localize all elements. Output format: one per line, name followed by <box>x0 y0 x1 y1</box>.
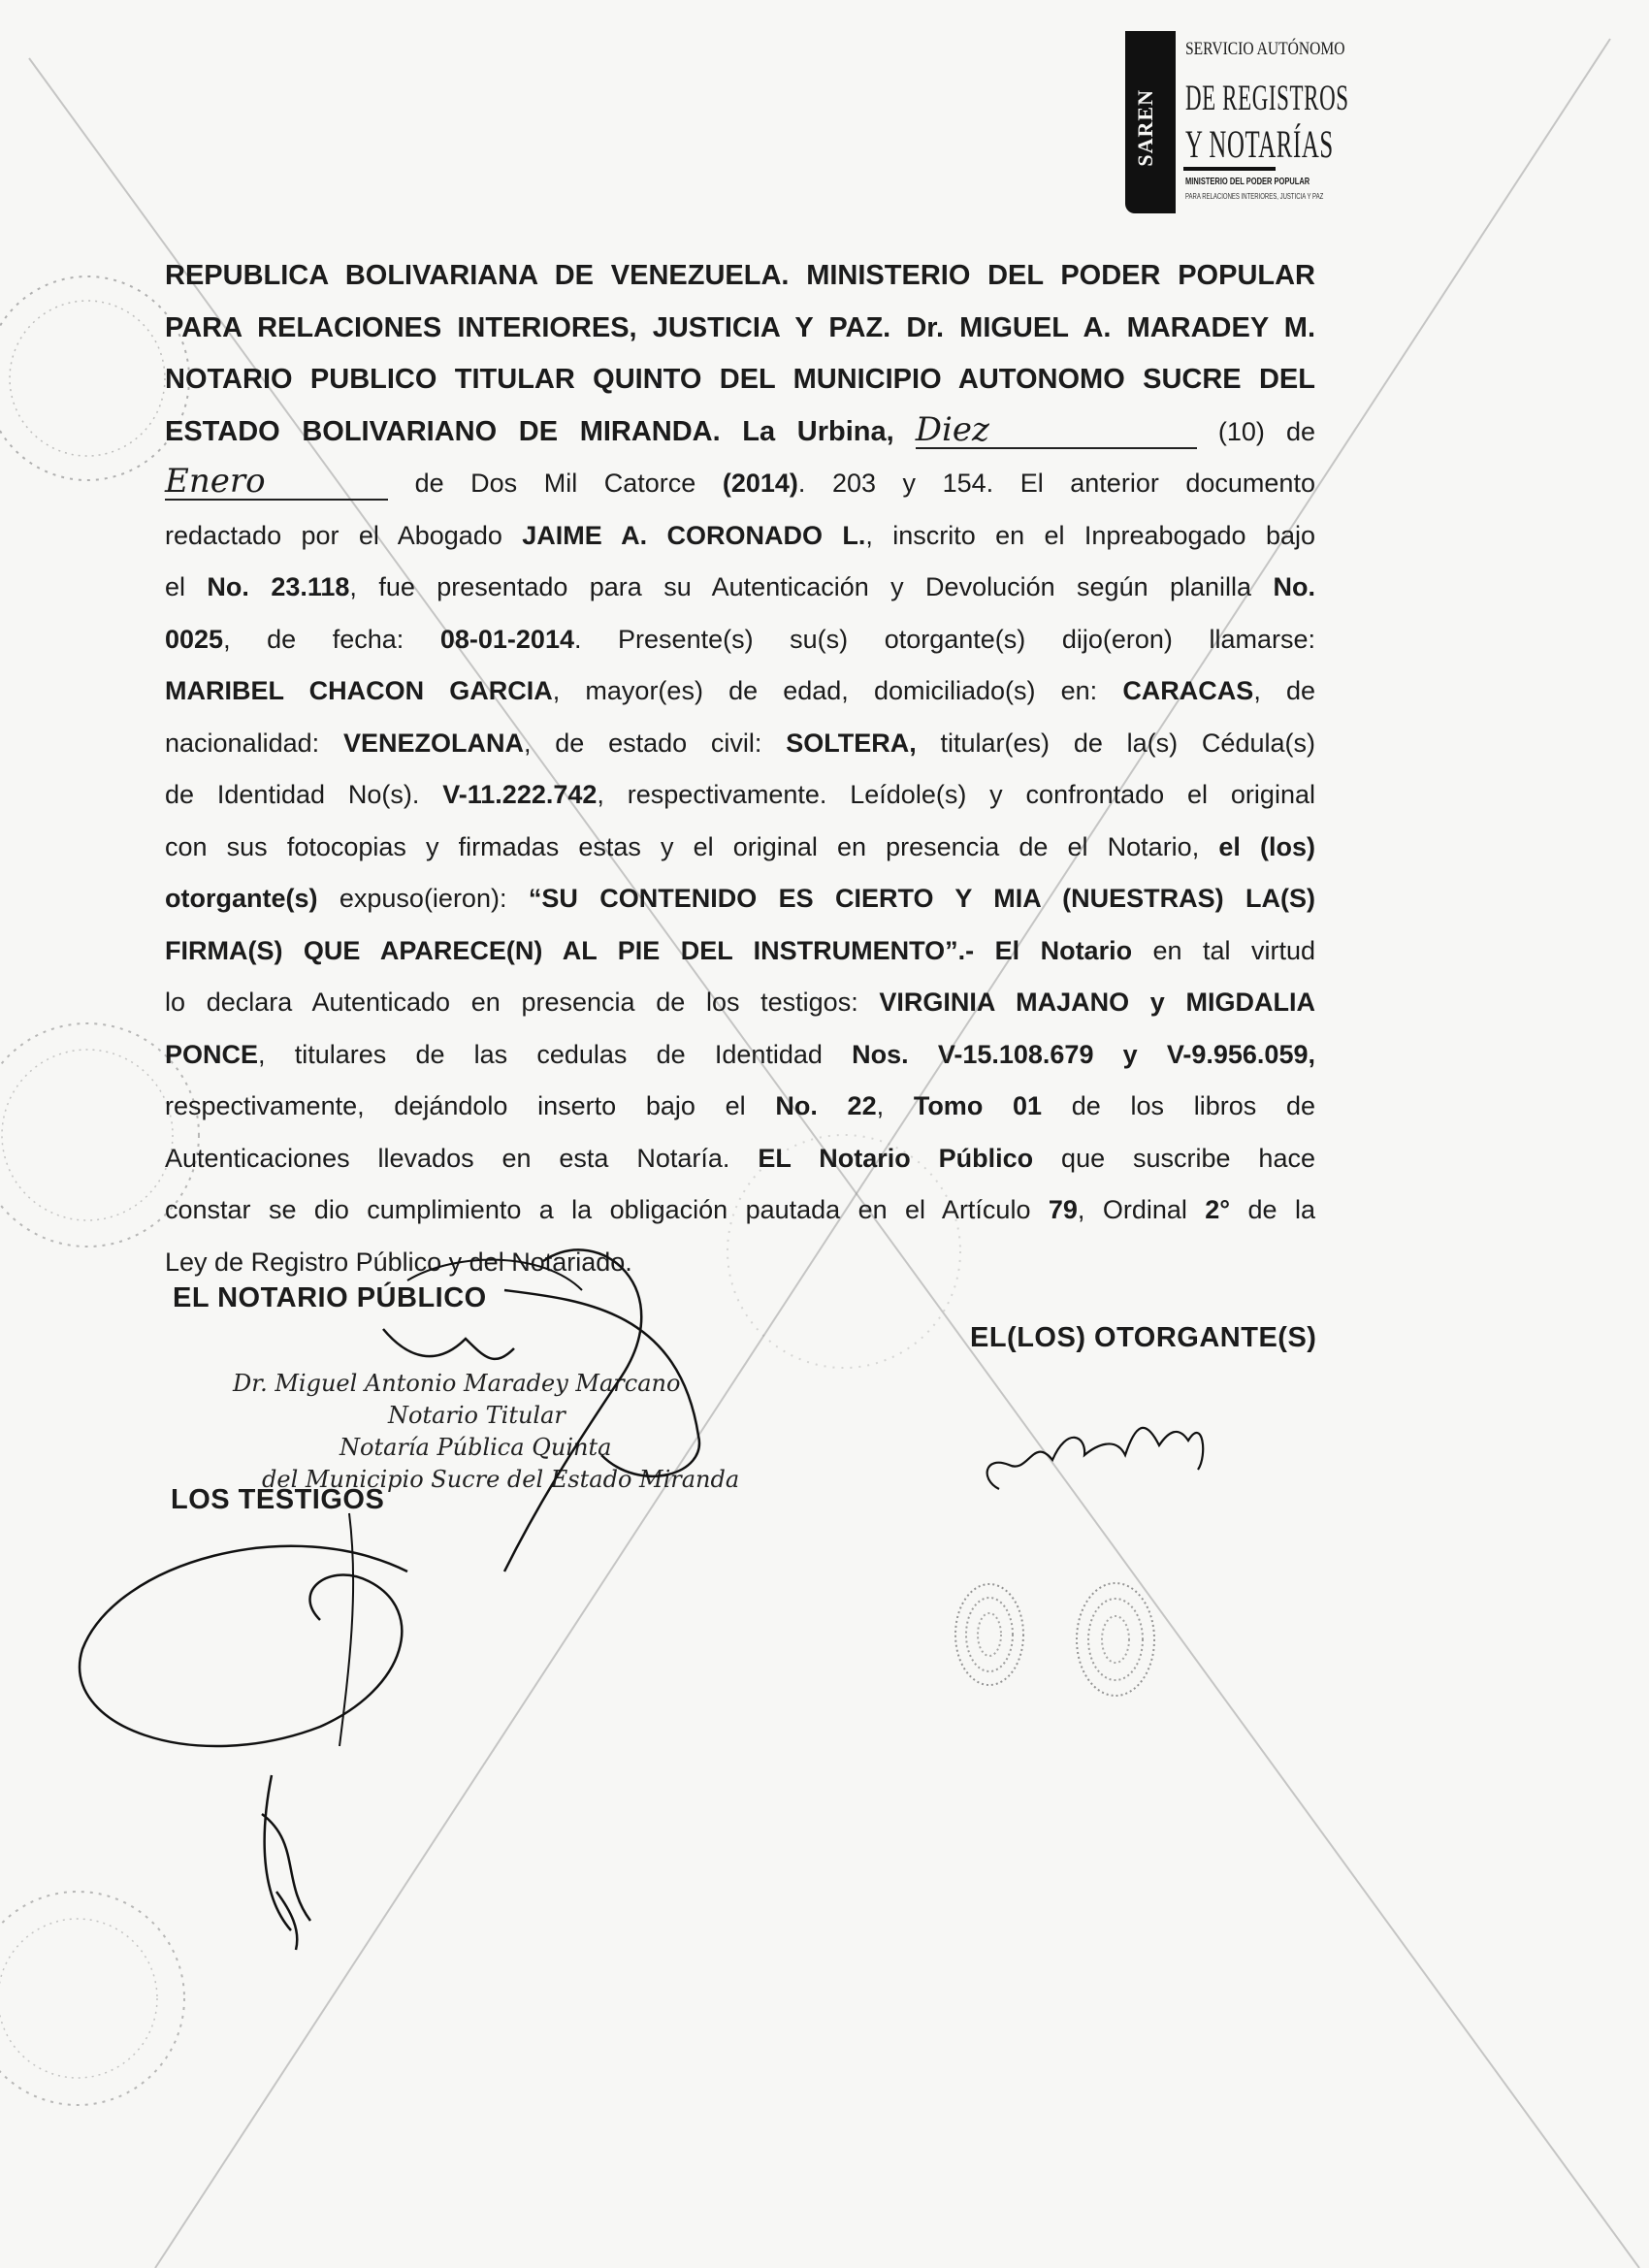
year-number: (2014) <box>722 469 798 498</box>
text-line-7c: , fue presentado para su Autenticación y Devolución según planilla <box>349 572 1252 601</box>
text-line-14 <box>165 925 1315 978</box>
text-line-13a: otorgante(s) <box>165 884 318 913</box>
text-line-11a: de Identidad No(s). <box>165 780 420 809</box>
logo-divider <box>1183 167 1276 171</box>
civil-status: SOLTERA, <box>786 728 917 758</box>
text-line-5 <box>165 458 1315 510</box>
text-line-15a: lo declara Autenticado en presencia de los testigos: <box>165 988 858 1017</box>
stamp-line-4: del Municipio Sucre del Estado Miranda <box>262 1466 740 1493</box>
saren-logo <box>1125 31 1349 225</box>
text-line-8d: . Presente(s) su(s) otorgante(s) dijo(eron) llamarse: <box>573 624 1315 654</box>
text-line-17 <box>165 1081 1315 1133</box>
text-line-6c: , inscrito en el Inpreabogado bajo <box>865 520 1315 550</box>
text-line-9d: , de <box>1253 676 1315 705</box>
witnesses-signature-label: LOS TESTIGOS <box>171 1484 385 1515</box>
ordinal-number: 2° <box>1205 1195 1231 1224</box>
text-line-11 <box>165 769 1315 822</box>
lawyer-name: JAIME A. CORONADO L. <box>522 520 866 550</box>
witness-surname: PONCE <box>165 1039 259 1069</box>
text-line-12b: el (los) <box>1218 831 1315 861</box>
text-line-10a: nacionalidad: <box>165 728 320 758</box>
text-line-6a: redactado por el Abogado <box>165 520 502 550</box>
notary-stamp <box>233 1368 739 1496</box>
text-line-11c: , respectivamente. Leídole(s) y confrontado el original <box>597 780 1315 809</box>
text-line-18a: Autenticaciones llevados en esta Notaría. <box>165 1143 730 1173</box>
entry-number: No. 22 <box>775 1091 877 1120</box>
logo-line-4: MINISTERIO DEL PODER POPULAR <box>1185 177 1310 187</box>
stamp-line-3: Notaría Pública Quinta <box>340 1434 612 1461</box>
logo-vertical-text: SAREN <box>1133 89 1157 167</box>
stamp-line-1: Dr. Miguel Antonio Maradey Marcano <box>233 1370 681 1397</box>
text-line-16b: , titulares de las cedulas de Identidad <box>258 1039 823 1069</box>
text-line-16 <box>165 1029 1315 1082</box>
planilla-number: 0025 <box>165 624 224 654</box>
domicile: CARACAS <box>1122 676 1254 705</box>
text-line-4a: ESTADO BOLIVARIANO DE MIRANDA. La Urbina, <box>165 415 894 447</box>
logo-line-2: DE REGISTROS <box>1185 79 1349 118</box>
text-line-7 <box>165 562 1315 614</box>
text-line-19c: , Ordinal <box>1077 1195 1187 1224</box>
text-line-5b: . 203 y 154. El anterior documento <box>797 469 1315 498</box>
text-line-13c: “SU CONTENIDO ES CIERTO Y MIA (NUESTRAS) LA(S) <box>528 884 1315 913</box>
witness-id-numbers: Nos. V-15.108.679 y V-9.956.059, <box>852 1039 1315 1069</box>
text-line-14a: FIRMA(S) QUE APARECE(N) AL PIE DEL INSTRUMENTO”.- El Notario <box>165 935 1133 965</box>
witness-names: VIRGINIA MAJANO y MIGDALIA <box>879 988 1315 1017</box>
text-line-19a: constar se dio cumplimiento a la obligación pautada en el Artículo <box>165 1195 1031 1224</box>
text-line-17e: de los libros de <box>1071 1091 1315 1120</box>
stamp-line-2: Notario Titular <box>388 1402 566 1429</box>
text-line-14b: en tal virtud <box>1152 935 1315 965</box>
text-line-10 <box>165 718 1315 770</box>
text-line-18c: que suscribe hace <box>1061 1143 1315 1173</box>
article-number: 79 <box>1048 1195 1078 1224</box>
text-line-17a: respectivamente, dejándolo inserto bajo el <box>165 1091 746 1120</box>
text-line-20: Ley de Registro Público y del Notariado. <box>165 1247 632 1277</box>
text-line-18b: EL Notario Público <box>758 1143 1034 1173</box>
volume-number: Tomo 01 <box>913 1091 1043 1120</box>
text-line-6 <box>165 510 1315 563</box>
text-line-18 <box>165 1133 1315 1185</box>
inpreabogado-number: No. 23.118 <box>207 572 350 601</box>
grantor-id-number: V-11.222.742 <box>442 780 598 809</box>
text-line-7d: No. <box>1273 572 1315 601</box>
authentication-text <box>165 250 1315 1288</box>
text-line-13 <box>165 873 1315 925</box>
text-line-19 <box>165 1184 1315 1237</box>
text-line-9 <box>165 665 1315 718</box>
text-line-10c: , de estado civil: <box>523 728 762 758</box>
text-line-3: NOTARIO PUBLICO TITULAR QUINTO DEL MUNICIPIO AUTONOMO SUCRE DEL <box>165 364 1315 395</box>
text-line-13b: expuso(ieron): <box>339 884 507 913</box>
notary-signature-label: EL NOTARIO PÚBLICO <box>173 1282 487 1313</box>
grantors-signature-label: EL(LOS) OTORGANTE(S) <box>970 1322 1317 1353</box>
logo-line-3: Y NOTARÍAS <box>1185 122 1334 166</box>
nationality: VENEZOLANA <box>342 728 524 758</box>
month-handwritten: Enero <box>165 464 388 501</box>
text-line-8b: , de fecha: <box>223 624 404 654</box>
text-line-9b: , mayor(es) de edad, domiciliado(s) en: <box>552 676 1098 705</box>
text-line-7a: el <box>165 572 186 601</box>
logo-line-1: SERVICIO AUTÓNOMO <box>1185 39 1345 59</box>
text-line-2: PARA RELACIONES INTERIORES, JUSTICIA Y PAZ. Dr. MIGUEL A. MARADEY M. <box>165 311 1315 343</box>
logo-bar <box>1125 31 1176 213</box>
day-number: (10) <box>1217 416 1265 446</box>
text-line-8 <box>165 614 1315 666</box>
grantor-name: MARIBEL CHACON GARCIA <box>165 676 553 705</box>
logo-line-5: PARA RELACIONES INTERIORES, JUSTICIA Y PAZ <box>1185 192 1324 201</box>
text-line-19e: de la <box>1247 1195 1315 1224</box>
day-handwritten: Diez <box>916 412 1197 449</box>
text-line-12 <box>165 822 1315 874</box>
text-line-15 <box>165 977 1315 1029</box>
text-line-10e: titular(es) de la(s) Cédula(s) <box>940 728 1315 758</box>
text-line-4 <box>165 406 1315 459</box>
text-line-12a: con sus fotocopias y firmadas estas y el original en presencia de el Notario, <box>165 831 1200 861</box>
text-line-4b: de <box>1285 416 1315 446</box>
text-line-5a: de Dos Mil Catorce <box>414 469 696 498</box>
date-value: 08-01-2014 <box>439 624 574 654</box>
text-line-1: REPUBLICA BOLIVARIANA DE VENEZUELA. MINISTERIO DEL PODER POPULAR <box>165 260 1315 291</box>
text-line-17c: , <box>876 1091 885 1120</box>
